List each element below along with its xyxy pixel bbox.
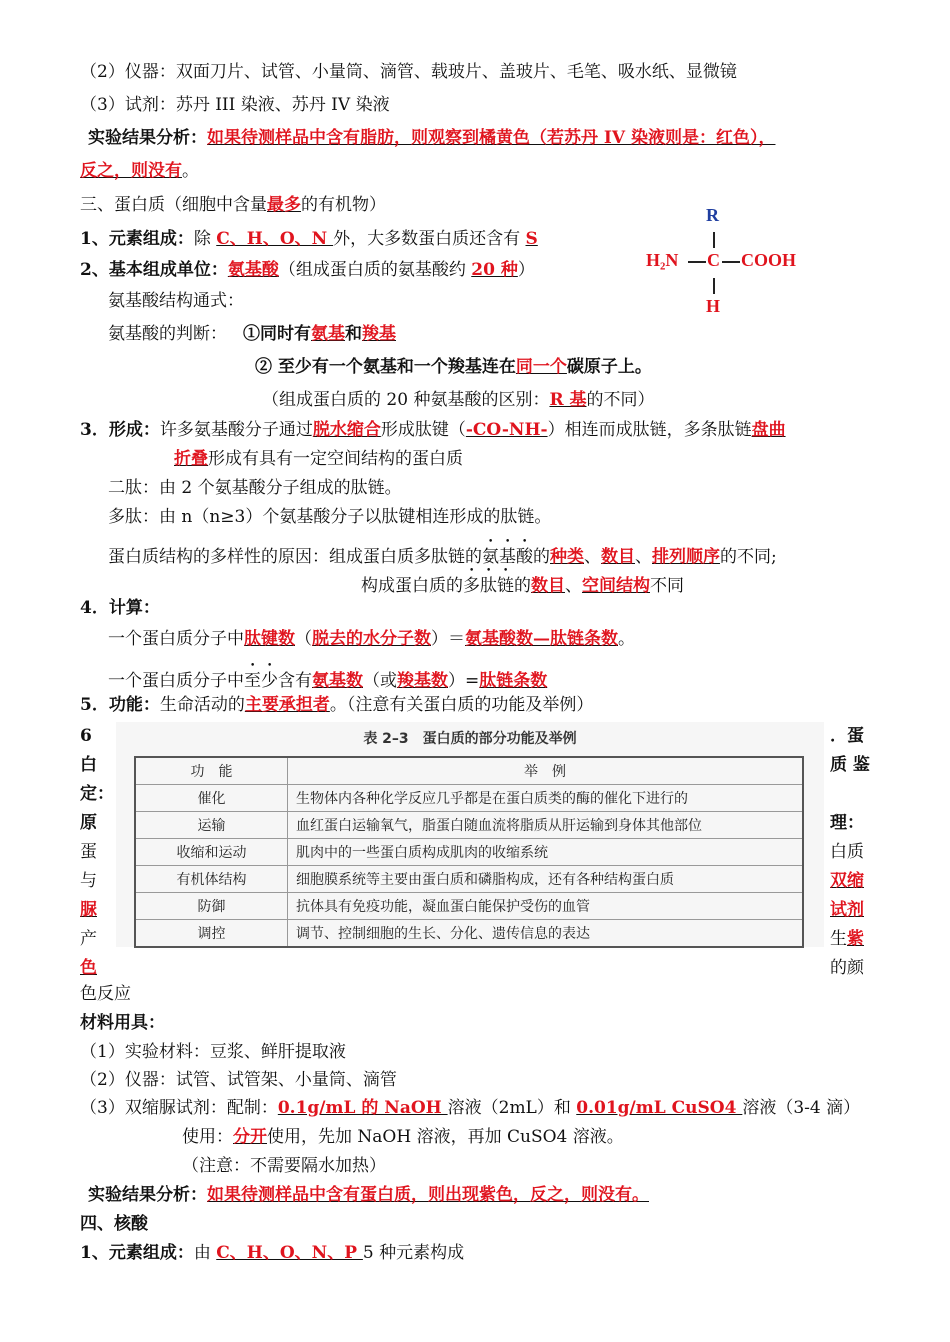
formula-label: 氨基酸结构通式： [108,291,244,311]
side-char: 蛋 [80,842,97,862]
side-char: 质 鉴 [830,755,870,775]
note-line: （注意：不需要隔水加热） [182,1156,386,1176]
section-4-title: 四、核酸 [80,1214,148,1234]
cell-function: 收缩和运动 [135,839,288,866]
side-char: 与 [80,871,97,891]
table-header-row [135,757,803,785]
protein-result-answer: 如果待测样品中含有蛋白质，则出现紫色，反之，则没有。 [207,1185,649,1205]
side-char: 生紫 [830,929,864,949]
answer-most: 最多 [267,195,301,215]
calc-line-1 [108,628,635,650]
result-label: 实验结果分析： [88,128,207,148]
answer-elements: C、H、O、N、P [216,1243,363,1263]
text: 含有 [278,671,312,691]
section-3-title [80,194,386,216]
text: 使用，先加 NaOH 溶液，再加 CuSO4 溶液。 [267,1127,624,1147]
note: （细胞中含量 [165,195,267,215]
text: 构成蛋白质的 [361,576,463,596]
text: ② 至少有一个氨基和一个羧基连在 [255,357,516,377]
fat-result-answer-2: 反之，则没有 [80,161,182,181]
side-text-right [830,722,870,983]
text: 许多氨基酸分子通过 [159,420,313,440]
answer-elements: C、H、O、N [216,229,334,249]
text: 由 [193,1243,217,1263]
calc-label: 4．计算： [80,598,160,618]
emphasis-amino-acid: 氨基酸 [482,547,533,567]
text: 一个蛋白质分子中 [108,629,244,649]
answer-amino-acid: 氨基酸 [227,260,279,280]
element-composition-line [80,228,538,250]
cell-function: 催化 [135,785,288,812]
side-text-left [80,722,114,983]
note-end: 的有机物） [301,195,386,215]
polypeptide-line: 多肽：由 n（n≥3）个氨基酸分子以肽键相连形成的肽链。 [108,507,552,527]
basic-unit-line [80,259,535,281]
reagents-line: （3）试剂：苏丹 III 染液、苏丹 IV 染液 [80,95,390,115]
emphasis-at-least: 至少 [244,671,278,691]
answer-formula: 氨基酸数—肽链条数 [465,629,618,649]
text: 的 [514,576,531,596]
side-char: ．蛋 [830,726,864,746]
text: （ [295,629,312,649]
cell-example: 血红蛋白运输氧气，脂蛋白随血流将脂质从肝运输到身体其他部位 [288,812,804,839]
answer-carboxyl-count: 羧基数 [397,671,448,691]
side-char: 产 [80,929,97,949]
cell-example: 肌肉中的一些蛋白质构成肌肉的收缩系统 [288,839,804,866]
difference-line [262,389,655,411]
bond-line [688,261,706,263]
sep: 、 [584,547,601,567]
answer-dehydration: 脱水缩合 [312,420,381,440]
answer-r-group: R 基 [549,390,587,410]
answer-naoh: 0.1g/mL 的 NaOH [277,1098,448,1118]
bond-line [713,232,715,248]
materials-label: 材料用具： [80,1013,165,1033]
text: 溶液（3-4 滴） [742,1098,861,1118]
table-row [135,839,803,866]
table-row [135,785,803,812]
section-title: 三、蛋白质 [80,195,165,215]
table-row [135,920,803,948]
cell-example: 细胞膜系统等主要由蛋白质和磷脂构成，还有各种结构蛋白质 [288,866,804,893]
function-label: 5．功能： [80,695,160,715]
cell-function: 调控 [135,920,288,948]
dipeptide-line: 二肽：由 2 个氨基酸分子组成的肽链。 [108,478,402,498]
text: 。 [618,629,635,649]
formation-line [80,419,786,441]
answer-chain-count: 肽链条数 [479,671,548,691]
answer-number: 数目 [531,576,565,596]
text: 外，大多数蛋白质还含有 [333,229,526,249]
text: 形成肽键（ [380,420,466,440]
answer-main-bearer: 主要承担者 [244,695,330,715]
diversity-line-2 [361,566,684,597]
answer-number: 数目 [601,547,635,567]
text: 不同 [650,576,684,596]
answer-cuso4: 0.01g/mL CuSO4 [576,1098,743,1118]
answer-water: 脱去的水分子数 [312,629,431,649]
answer-carboxyl: 羧基 [362,324,396,344]
side-char: 的颜 [830,958,864,978]
text: ）＝ [431,629,465,649]
element-label: 1、元素组成： [80,1243,194,1263]
text: （3）双缩脲试剂：配制： [80,1098,278,1118]
text: 除 [193,229,217,249]
table-title: 表 2–3 蛋白质的部分功能及举例 [363,731,577,747]
text: 碳原子上。 [566,357,652,377]
answer-same: 同一个 [515,357,567,377]
table-row [135,812,803,839]
fat-result-answer: 如果待测样品中含有脂肪，则观察到橘黄色（若苏丹 IV 染液则是：红色）， [207,128,776,148]
side-answer: 脲 [80,900,97,920]
text: 蛋白质结构的多样性的原因：组成蛋白质多肽链的 [108,547,482,567]
sep: 、 [635,547,652,567]
text: 一个蛋白质分子中 [108,671,244,691]
text: （组成蛋白质的 20 种氨基酸的区别： [262,390,550,410]
element-label: 1、元素组成： [80,229,194,249]
text: 的 [533,547,550,567]
emphasis-polypeptide: 多肽链 [463,576,514,596]
protein-function-table-figure [116,722,824,947]
usage-line [182,1126,624,1148]
bond-line [722,261,740,263]
text: （组成蛋白质的氨基酸约 [278,260,472,280]
diversity-line [108,537,777,568]
text: ①同时有 [243,324,311,344]
spacer [830,780,870,809]
text: 使用： [182,1127,233,1147]
judge-line-1 [108,323,396,345]
text: ）相连而成肽链，多条肽链 [547,420,752,440]
text: 的不同; [720,547,777,567]
materials-line-3 [80,1097,860,1119]
answer-separate: 分开 [233,1127,267,1147]
calc-line-2 [108,661,547,692]
bond-line [713,278,715,294]
answer-fold: 折叠 [174,449,208,469]
protein-result-line [88,1184,649,1206]
table-row [135,893,803,920]
text: 5 种元素构成 [362,1243,465,1263]
judge-line-2 [255,356,652,378]
formula-amine: H₂N [646,250,679,270]
text: 。（注意有关蛋白质的功能及举例） [329,695,594,715]
side-char: 6 [80,726,92,746]
side-char: 白质 [830,842,864,862]
nucleic-element-line [80,1242,464,1264]
formation-line-2 [174,448,463,470]
side-char: 定： [80,784,114,804]
side-answer: 色 [80,958,97,978]
cell-function: 防御 [135,893,288,920]
answer-s: S [525,229,538,249]
text: 和 [345,324,362,344]
instruments-line: （2）仪器：双面刀片、试管、小量筒、滴管、载玻片、盖玻片、毛笔、吸水纸、显微镜 [80,62,737,82]
table-row [135,866,803,893]
fat-result-line [88,127,775,149]
cell-function: 有机体结构 [135,866,288,893]
cell-example: 抗体具有免疫功能，凝血蛋白能保护受伤的血管 [288,893,804,920]
answer-20: 20 种 [471,260,518,280]
formula-carbon: C [707,250,720,270]
text: ） [517,260,535,280]
materials-line-1: （1）实验材料：豆浆、鲜肝提取液 [80,1042,346,1062]
text: 形成有具有一定空间结构的蛋白质 [208,449,463,469]
side-char: 白 [80,755,97,775]
formula-h: H [706,296,721,316]
text: （或 [363,671,397,691]
formula-r: R [706,205,719,225]
header-function: 功 能 [135,757,288,785]
text: 溶液（2mL）和 [447,1098,577,1118]
answer-amino-count: 氨基数 [312,671,363,691]
formation-label: 3．形成： [80,420,160,440]
judge-label: 氨基酸的判断： [108,324,227,344]
result-label: 实验结果分析： [88,1185,207,1205]
side-answer: 双缩 [830,871,864,891]
cell-example: 生物体内各种化学反应几乎都是在蛋白质类的酶的催化下进行的 [288,785,804,812]
answer-peptide-bond: -CO-NH- [465,420,548,440]
text: 的不同） [586,390,655,410]
sep: 、 [565,576,582,596]
text: ）= [448,671,480,691]
unit-label: 2、基本组成单位： [80,260,228,280]
cell-example: 调节、控制细胞的生长、分化、遗传信息的表达 [288,920,804,948]
text: 生命活动的 [159,695,245,715]
side-char: 理： [830,813,864,833]
header-example: 举 例 [288,757,804,785]
answer-peptide-count: 肽键数 [244,629,295,649]
materials-line-2: （2）仪器：试管、试管架、小量筒、滴管 [80,1070,397,1090]
side-answer: 试剂 [830,900,864,920]
color-reaction-tail: 色反应 [80,984,131,1004]
function-line [80,694,593,716]
cell-function: 运输 [135,812,288,839]
period: 。 [182,161,199,181]
answer-coil: 盘曲 [751,420,786,440]
fat-result-line-2 [80,160,199,182]
formula-carboxyl: COOH [741,250,797,270]
protein-function-table [134,756,804,948]
answer-type: 种类 [550,547,584,567]
answer-amino: 氨基 [311,324,345,344]
answer-spatial: 空间结构 [582,576,650,596]
side-char: 原 [80,813,97,833]
answer-order: 排列顺序 [652,547,720,567]
